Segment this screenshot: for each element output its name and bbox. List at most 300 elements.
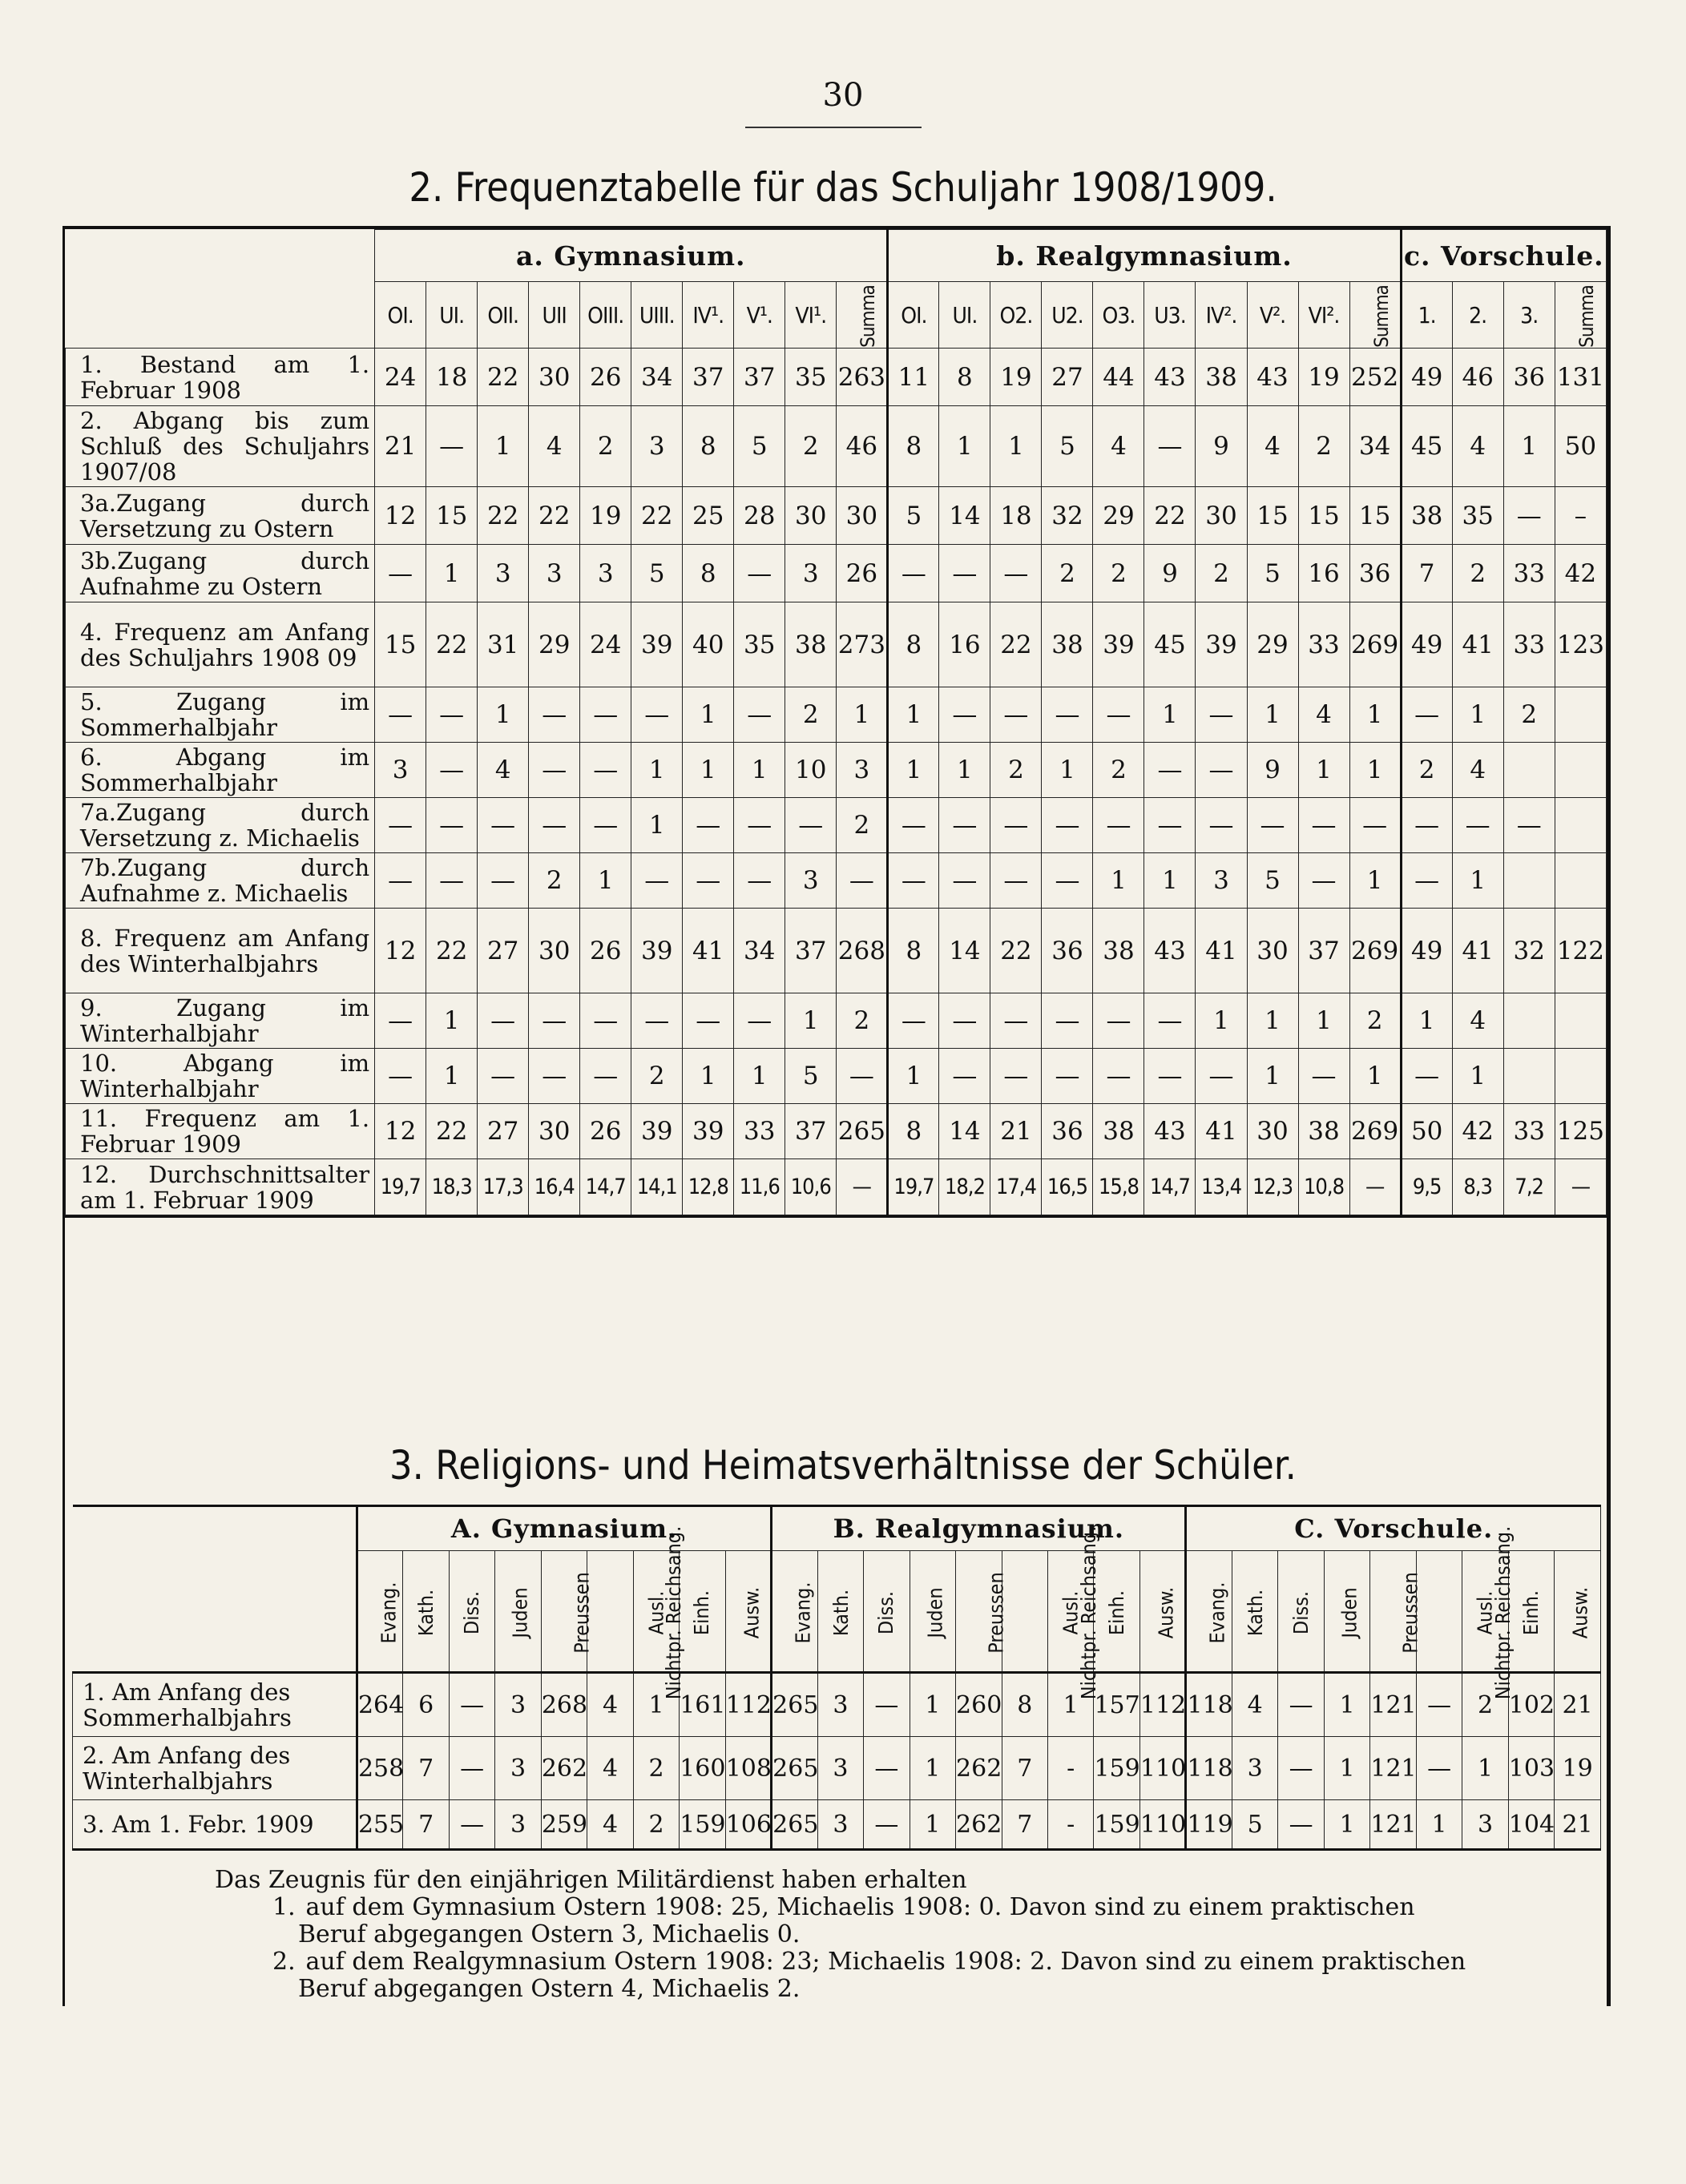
class-column-label: UI. xyxy=(439,301,465,328)
table-cell: - xyxy=(1047,1800,1093,1850)
row-label: 3. Am 1. Febr. 1909 xyxy=(73,1800,357,1850)
table-cell: 1 xyxy=(1298,743,1349,798)
class-column-label: U2. xyxy=(1051,301,1083,328)
table-cell: 2 xyxy=(1298,406,1349,487)
table-cell: 36 xyxy=(1042,1104,1093,1159)
row-label: 3b.Zugang durch Aufnahme zu Ostern xyxy=(66,545,375,602)
table-cell: 41 xyxy=(1196,1104,1247,1159)
class-column-header xyxy=(580,282,631,349)
class-column-label: 1. xyxy=(1418,301,1436,328)
table-cell: 27 xyxy=(478,1104,529,1159)
table-cell: — xyxy=(1401,1049,1452,1104)
group-b-realgymnasium: B. Realgymnasium. xyxy=(772,1506,1186,1551)
table-cell: 1 xyxy=(939,406,990,487)
table-cell: 22 xyxy=(426,602,478,687)
religion-table-frame xyxy=(72,1505,1601,1851)
table-cell: — xyxy=(1093,687,1144,743)
table-cell: 37 xyxy=(683,349,734,406)
table-cell: 38 xyxy=(1298,1104,1349,1159)
table-cell: — xyxy=(580,687,631,743)
table-cell: 38 xyxy=(1401,487,1452,545)
religion-column-header xyxy=(910,1551,955,1673)
table-cell: 273 xyxy=(837,602,888,687)
table-cell: — xyxy=(580,743,631,798)
table-cell: — xyxy=(683,853,734,909)
table-cell: — xyxy=(426,798,478,853)
table-cell: 3 xyxy=(495,1800,541,1850)
table-cell: 1 xyxy=(426,993,478,1049)
table-cell: — xyxy=(939,545,990,602)
table-cell: 22 xyxy=(1144,487,1196,545)
table-cell: 35 xyxy=(734,602,785,687)
table-cell: — xyxy=(1042,687,1093,743)
table-cell: 34 xyxy=(631,349,683,406)
table-cell: — xyxy=(888,545,939,602)
table-cell: 3 xyxy=(837,743,888,798)
table-cell: 1 xyxy=(1144,687,1196,743)
page-left-rule xyxy=(63,226,65,2006)
religion-column-header xyxy=(772,1551,817,1673)
table-cell: 4 xyxy=(1093,406,1144,487)
table-cell: 18 xyxy=(426,349,478,406)
table-cell: 43 xyxy=(1144,349,1196,406)
table-cell: — xyxy=(888,798,939,853)
religion-column-label: Kath. xyxy=(829,1589,853,1637)
table-cell: 21 xyxy=(375,406,426,487)
row-label: 10. Abgang im Winterhalbjahr xyxy=(66,1049,375,1104)
table-cell: 4 xyxy=(529,406,580,487)
table-cell: 10 xyxy=(785,743,837,798)
class-column-header xyxy=(837,282,888,349)
class-column-header xyxy=(375,282,426,349)
religion-column-label: Ausw. xyxy=(739,1586,763,1639)
religion-column-label: Juden xyxy=(923,1587,947,1638)
class-column-label: UIII. xyxy=(639,301,675,328)
table-cell: 1 xyxy=(1247,687,1298,743)
table-cell: 1 xyxy=(1324,1800,1369,1850)
table-cell: 27 xyxy=(478,909,529,993)
table-cell: 3 xyxy=(529,545,580,602)
religion-column-label: Juden xyxy=(1337,1587,1361,1638)
table-cell: — xyxy=(1144,1049,1196,1104)
table-cell: 14,7 xyxy=(1144,1159,1196,1215)
table-cell: 4 xyxy=(587,1737,633,1800)
table-cell: — xyxy=(734,993,785,1049)
table-cell: — xyxy=(631,853,683,909)
table-row xyxy=(73,1673,1601,1737)
table-cell: — xyxy=(1349,798,1401,853)
table-cell: — xyxy=(734,545,785,602)
class-column-header xyxy=(1298,282,1349,349)
table-cell: — xyxy=(1349,1159,1401,1215)
religion-column-label: Evang. xyxy=(1205,1582,1229,1644)
class-column-label: OII. xyxy=(487,301,519,328)
table-cell: 21 xyxy=(1555,1673,1601,1737)
religion-column-label: Nichtpr. Reichsang. xyxy=(1076,1525,1100,1700)
table-cell: — xyxy=(478,798,529,853)
religion-column-label: Diss. xyxy=(874,1590,898,1635)
table-row xyxy=(66,1159,1607,1215)
table-cell: 1 xyxy=(683,687,734,743)
table-cell: 49 xyxy=(1401,602,1452,687)
table-cell: — xyxy=(990,1049,1042,1104)
class-column-header xyxy=(888,282,939,349)
table-cell: 2 xyxy=(1349,993,1401,1049)
religion-column-label: Ausl. xyxy=(1059,1590,1083,1635)
table-cell: 2 xyxy=(1042,545,1093,602)
table-cell: — xyxy=(449,1800,494,1850)
row-label: 7a.Zugang durch Versetzung z. Michaelis xyxy=(66,798,375,853)
table-cell: 35 xyxy=(785,349,837,406)
table-row xyxy=(73,1800,1601,1850)
table-cell: 19 xyxy=(990,349,1042,406)
class-column-header xyxy=(785,282,837,349)
table-cell: 8 xyxy=(888,406,939,487)
religion-column-label: Einh. xyxy=(1104,1590,1128,1636)
table-cell: — xyxy=(837,853,888,909)
table-cell: 34 xyxy=(734,909,785,993)
table-cell: 5 xyxy=(1247,545,1298,602)
table-cell: 11 xyxy=(888,349,939,406)
table-cell: 160 xyxy=(680,1737,725,1800)
table-cell: 15 xyxy=(426,487,478,545)
table-cell: 18,3 xyxy=(426,1159,478,1215)
table-row xyxy=(66,1104,1607,1159)
table-cell: 38 xyxy=(1196,349,1247,406)
table-cell: 26 xyxy=(837,545,888,602)
table-cell: 2 xyxy=(1093,545,1144,602)
table-cell: 37 xyxy=(785,1104,837,1159)
table-cell: — xyxy=(478,1049,529,1104)
table-cell: 2 xyxy=(631,1049,683,1104)
table-cell: 7,2 xyxy=(1503,1159,1555,1215)
table-cell: 2 xyxy=(1093,743,1144,798)
religion-column-label: Einh. xyxy=(690,1590,714,1636)
table-cell xyxy=(1503,743,1555,798)
table-cell: 19 xyxy=(580,487,631,545)
table-cell: 1 xyxy=(1452,687,1503,743)
table-cell: 31 xyxy=(478,602,529,687)
class-column-label: IV¹. xyxy=(692,301,724,328)
table-cell: 1 xyxy=(990,406,1042,487)
table-cell: 26 xyxy=(580,1104,631,1159)
table-cell: — xyxy=(1401,853,1452,909)
military-certificate-notes xyxy=(215,1867,1481,2003)
table-cell: — xyxy=(580,993,631,1049)
table-cell: — xyxy=(375,798,426,853)
table-cell: 1 xyxy=(633,1673,679,1737)
table-cell: 26 xyxy=(580,349,631,406)
table-cell: — xyxy=(888,993,939,1049)
table-cell: — xyxy=(375,853,426,909)
table-cell: — xyxy=(939,1049,990,1104)
class-column-header xyxy=(1247,282,1298,349)
table-cell: — xyxy=(375,1049,426,1104)
table-cell: 9,5 xyxy=(1401,1159,1452,1215)
table-cell: 12 xyxy=(375,909,426,993)
table-cell: 43 xyxy=(1144,909,1196,993)
class-column-label: UII xyxy=(542,301,567,328)
table-cell: — xyxy=(1401,687,1452,743)
table-cell: 33 xyxy=(734,1104,785,1159)
table-cell: 159 xyxy=(1094,1800,1139,1850)
table-cell: 1 xyxy=(1416,1800,1462,1850)
table-cell: 2 xyxy=(633,1737,679,1800)
table-cell: 1 xyxy=(1247,993,1298,1049)
religion-column-header xyxy=(449,1551,494,1673)
table-cell: 1 xyxy=(888,743,939,798)
table-cell: 3 xyxy=(631,406,683,487)
row-label: 2. Am Anfang des Winterhalbjahrs xyxy=(73,1737,357,1800)
table-cell: — xyxy=(1278,1673,1324,1737)
table-cell: 50 xyxy=(1555,406,1606,487)
table-cell: 1 xyxy=(734,743,785,798)
table-cell: 4 xyxy=(478,743,529,798)
table-row xyxy=(66,349,1607,406)
table-cell: 269 xyxy=(1349,909,1401,993)
table-cell: 252 xyxy=(1349,349,1401,406)
table-cell xyxy=(1555,993,1606,1049)
religion-column-header xyxy=(1555,1551,1601,1673)
table-cell: 14 xyxy=(939,909,990,993)
table-cell: 1 xyxy=(1298,993,1349,1049)
table-cell: 9 xyxy=(1144,545,1196,602)
table-cell: — xyxy=(529,798,580,853)
table-cell: 1 xyxy=(910,1800,955,1850)
table-cell: — xyxy=(1298,1049,1349,1104)
religion-column-header xyxy=(817,1551,863,1673)
religion-column-header xyxy=(864,1551,910,1673)
religion-column-label: Einh. xyxy=(1519,1590,1543,1636)
religion-column-label: Diss. xyxy=(1289,1590,1313,1635)
table-cell: 15 xyxy=(1349,487,1401,545)
table-cell: 1 xyxy=(478,687,529,743)
table-cell: 39 xyxy=(631,1104,683,1159)
religion-column-label: Kath. xyxy=(1244,1589,1268,1637)
table-cell: 2 xyxy=(785,687,837,743)
table-cell xyxy=(1555,1049,1606,1104)
table-cell: — xyxy=(426,687,478,743)
class-column-label: 2. xyxy=(1469,301,1487,328)
table-cell: 1 xyxy=(1401,993,1452,1049)
table-cell: 8 xyxy=(888,909,939,993)
group-c-vorschule: C. Vorschule. xyxy=(1186,1506,1601,1551)
row-label: 2. Abgang bis zum Schluß des Schuljahrs 1907/08 xyxy=(66,406,375,487)
table-cell: 2 xyxy=(529,853,580,909)
table-cell: 5 xyxy=(631,545,683,602)
table-cell: 18 xyxy=(990,487,1042,545)
table-cell: 3 xyxy=(817,1800,863,1850)
table-cell: 1 xyxy=(910,1737,955,1800)
group-gymnasium: a. Gymnasium. xyxy=(375,230,888,282)
table-cell: — xyxy=(990,545,1042,602)
table-cell xyxy=(1503,1049,1555,1104)
religion-column-label: Nichtpr. Reichsang. xyxy=(1491,1525,1515,1700)
table-cell: 1 xyxy=(888,687,939,743)
table-row xyxy=(66,602,1607,687)
row-label: 11. Frequenz am 1. Februar 1909 xyxy=(66,1104,375,1159)
table-cell: 18,2 xyxy=(939,1159,990,1215)
table-cell: 131 xyxy=(1555,349,1606,406)
table-cell: 29 xyxy=(1247,602,1298,687)
class-column-header xyxy=(529,282,580,349)
table-cell: — xyxy=(426,743,478,798)
table-cell: 41 xyxy=(1196,909,1247,993)
table-cell: 157 xyxy=(1094,1673,1139,1737)
class-column-label: O2. xyxy=(999,301,1033,328)
table-cell: — xyxy=(375,545,426,602)
table-cell: 1 xyxy=(1324,1737,1369,1800)
table-cell: 21 xyxy=(990,1104,1042,1159)
table-cell: 269 xyxy=(1349,1104,1401,1159)
table-cell: – xyxy=(1555,487,1606,545)
table-cell: 1 xyxy=(580,853,631,909)
table-cell: — xyxy=(683,993,734,1049)
row-label: 6. Abgang im Sommerhalbjahr xyxy=(66,743,375,798)
table-cell xyxy=(1503,853,1555,909)
row-label: 1. Bestand am 1. Februar 1908 xyxy=(66,349,375,406)
table-cell: — xyxy=(734,687,785,743)
notes-item xyxy=(215,1948,1481,2003)
table-cell: 30 xyxy=(529,1104,580,1159)
table-cell: — xyxy=(1144,993,1196,1049)
table-cell: 46 xyxy=(1452,349,1503,406)
table-row xyxy=(66,853,1607,909)
table-cell: 39 xyxy=(1196,602,1247,687)
table-cell: 268 xyxy=(837,909,888,993)
table-cell: 14 xyxy=(939,487,990,545)
row-label: 7b.Zugang durch Aufnahme z. Michaelis xyxy=(66,853,375,909)
religion-table-corner xyxy=(73,1506,357,1673)
table-cell: 30 xyxy=(837,487,888,545)
table-cell: 5 xyxy=(785,1049,837,1104)
class-column-header xyxy=(1042,282,1093,349)
table-cell: 265 xyxy=(837,1104,888,1159)
religion-table xyxy=(72,1505,1601,1851)
table-cell xyxy=(1503,993,1555,1049)
table-cell: 33 xyxy=(1503,1104,1555,1159)
class-column-header xyxy=(1452,282,1503,349)
table-cell: — xyxy=(1093,798,1144,853)
religion-column-header xyxy=(1324,1551,1369,1673)
table-cell: 41 xyxy=(1452,602,1503,687)
table-cell: 1 xyxy=(1349,1049,1401,1104)
table-cell: 262 xyxy=(956,1737,1002,1800)
religion-column-header xyxy=(680,1551,725,1673)
table-cell: 40 xyxy=(683,602,734,687)
table-cell: — xyxy=(1144,798,1196,853)
table-cell: 25 xyxy=(683,487,734,545)
table-cell: 118 xyxy=(1186,1673,1232,1737)
table-cell: — xyxy=(1503,487,1555,545)
table-cell: — xyxy=(1144,406,1196,487)
table-row xyxy=(66,993,1607,1049)
row-label: 8. Frequenz am Anfang des Winterhalbjahrs xyxy=(66,909,375,993)
religion-column-header xyxy=(1232,1551,1277,1673)
table-cell: — xyxy=(631,687,683,743)
table-cell: 17,4 xyxy=(990,1159,1042,1215)
table-cell: 24 xyxy=(580,602,631,687)
table-cell: 4 xyxy=(1452,743,1503,798)
table-cell: 13,4 xyxy=(1196,1159,1247,1215)
table-cell: 269 xyxy=(1349,602,1401,687)
religion-column-label: Juden xyxy=(508,1587,532,1638)
table-cell: 1 xyxy=(478,406,529,487)
table-cell: — xyxy=(1555,1159,1606,1215)
table-cell: 22 xyxy=(631,487,683,545)
table-cell: 5 xyxy=(734,406,785,487)
religion-column-header xyxy=(1139,1551,1186,1673)
religion-column-header xyxy=(1278,1551,1324,1673)
table-cell xyxy=(1555,687,1606,743)
table-cell: 5 xyxy=(888,487,939,545)
table-cell: — xyxy=(631,993,683,1049)
table-row xyxy=(66,545,1607,602)
religion-column-header xyxy=(403,1551,449,1673)
class-column-label: V¹. xyxy=(746,301,772,328)
notes-item-text: auf dem Realgymnasium Ostern 1908: 23; Michaelis 1908: 2. Davon sind zu einem praktischen Beruf abgegangen Ostern 4, Michaelis 2. xyxy=(298,1948,1466,2003)
table-cell: 3 xyxy=(580,545,631,602)
table-cell: 16,5 xyxy=(1042,1159,1093,1215)
table-cell: — xyxy=(1196,687,1247,743)
table-cell: 30 xyxy=(1247,909,1298,993)
table-cell: 1 xyxy=(1462,1737,1508,1800)
table-cell: 5 xyxy=(1247,853,1298,909)
table-cell: 1 xyxy=(785,993,837,1049)
class-column-label: UI. xyxy=(952,301,978,328)
group-realgymnasium: b. Realgymnasium. xyxy=(888,230,1401,282)
religion-column-label: Diss. xyxy=(460,1590,484,1635)
class-column-header xyxy=(990,282,1042,349)
frequency-table-frame xyxy=(63,226,1611,1218)
table-cell: 2 xyxy=(837,798,888,853)
religion-column-label: Ausl. xyxy=(643,1590,668,1635)
table-cell: — xyxy=(939,993,990,1049)
table-cell: 9 xyxy=(1196,406,1247,487)
table-cell: — xyxy=(734,853,785,909)
table-cell: — xyxy=(939,853,990,909)
table-cell: 258 xyxy=(357,1737,402,1800)
table-cell: 42 xyxy=(1452,1104,1503,1159)
row-label: 9. Zugang im Winterhalbjahr xyxy=(66,993,375,1049)
table-cell: — xyxy=(375,993,426,1049)
class-column-header xyxy=(683,282,734,349)
group-a-gymnasium: A. Gymnasium. xyxy=(357,1506,771,1551)
table-cell: 30 xyxy=(785,487,837,545)
page-right-rule xyxy=(1607,226,1611,2006)
table-cell: 38 xyxy=(785,602,837,687)
table-cell: 1 xyxy=(1503,406,1555,487)
table-cell: 265 xyxy=(772,1737,817,1800)
table-cell: 1 xyxy=(683,1049,734,1104)
table-cell: 8,3 xyxy=(1452,1159,1503,1215)
table-cell: — xyxy=(1093,1049,1144,1104)
page-number-rule xyxy=(745,127,922,128)
table-cell: 22 xyxy=(990,909,1042,993)
table-cell: 43 xyxy=(1247,349,1298,406)
table-cell: 112 xyxy=(1139,1673,1186,1737)
table-cell: 8 xyxy=(888,1104,939,1159)
table-cell: 30 xyxy=(529,349,580,406)
table-cell: 3 xyxy=(375,743,426,798)
table-cell: 2 xyxy=(1452,545,1503,602)
table-cell: 10,8 xyxy=(1298,1159,1349,1215)
notes-item xyxy=(215,1894,1481,1948)
table-cell: — xyxy=(1416,1673,1462,1737)
class-column-header xyxy=(1144,282,1196,349)
table-cell: 7 xyxy=(1002,1737,1047,1800)
table-cell: 35 xyxy=(1452,487,1503,545)
